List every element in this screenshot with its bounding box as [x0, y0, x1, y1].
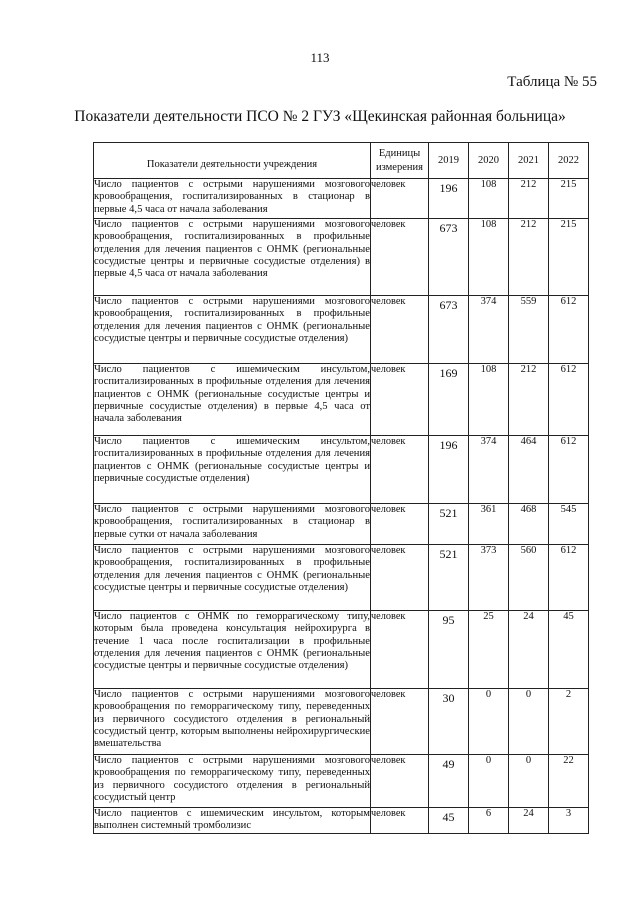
row-unit: человек	[371, 219, 429, 296]
table-label: Таблица № 55	[507, 74, 597, 90]
table-row	[94, 611, 589, 689]
value-2019: 196	[429, 179, 469, 219]
value-2019: 49	[429, 755, 469, 808]
header-year-2022: 2022	[549, 143, 589, 179]
value-2022: 3	[549, 808, 589, 834]
header-year-2019: 2019	[429, 143, 469, 179]
table-row	[94, 296, 589, 364]
value-2020: 374	[469, 296, 509, 364]
value-2022: 612	[549, 545, 589, 611]
value-2021: 559	[509, 296, 549, 364]
value-2019: 673	[429, 219, 469, 296]
row-indicator: Число пациентов с ишемическим инсультом, госпитализированных в профильные отделения для лечения пациентов с ОНМК (региональные сосудистые центры и первичные сосудистые отделения)	[94, 436, 371, 504]
value-2020: 0	[469, 689, 509, 755]
row-indicator: Число пациентов с ОНМК по геморрагическому типу, которым была проведена консультация нейрохирурга в течение 1 часа после госпитализации в профильные отделения для лечения пациентов с ОНМК (региональные сосудистые центры и первичные сосудистые отделения)	[94, 611, 371, 689]
value-2022: 22	[549, 755, 589, 808]
value-2019: 521	[429, 504, 469, 545]
table-row	[94, 436, 589, 504]
value-2022: 45	[549, 611, 589, 689]
row-indicator: Число пациентов с острыми нарушениями мозгового кровообращения, госпитализированных в профильные отделения для лечения пациентов с ОНМК (региональные сосудистые центры и первичные сосудистые отделения)	[94, 296, 371, 364]
value-2021: 468	[509, 504, 549, 545]
value-2022: 2	[549, 689, 589, 755]
value-2020: 374	[469, 436, 509, 504]
value-2020: 108	[469, 364, 509, 436]
table-row	[94, 364, 589, 436]
value-2021: 0	[509, 755, 549, 808]
table-row	[94, 545, 589, 611]
table-row	[94, 504, 589, 545]
table-header-row	[94, 143, 589, 179]
row-unit: человек	[371, 689, 429, 755]
row-indicator: Число пациентов с острыми нарушениями мозгового кровообращения по геморрагическому типу, переведенных из первичного сосудистого отделения в региональный сосудистый центр, которым выполнены нейрохирургические вмешательства	[94, 689, 371, 755]
value-2020: 108	[469, 179, 509, 219]
value-2021: 212	[509, 179, 549, 219]
table-row	[94, 755, 589, 808]
header-year-2021: 2021	[509, 143, 549, 179]
row-unit: человек	[371, 364, 429, 436]
table-body	[94, 179, 589, 834]
table-row	[94, 219, 589, 296]
row-unit: человек	[371, 545, 429, 611]
value-2022: 612	[549, 296, 589, 364]
row-unit: человек	[371, 611, 429, 689]
value-2021: 464	[509, 436, 549, 504]
value-2020: 0	[469, 755, 509, 808]
value-2021: 560	[509, 545, 549, 611]
row-indicator: Число пациентов с ишемическим инсультом, которым выполнен системный тромболизис	[94, 808, 371, 834]
row-indicator: Число пациентов с острыми нарушениями мозгового кровообращения по геморрагическому типу, переведенных из первичного сосудистого отделения в региональный сосудистый центр	[94, 755, 371, 808]
document-title: Показатели деятельности ПСО № 2 ГУЗ «Щекинская районная больница»	[74, 108, 566, 125]
value-2022: 215	[549, 219, 589, 296]
value-2019: 45	[429, 808, 469, 834]
value-2021: 0	[509, 689, 549, 755]
value-2019: 95	[429, 611, 469, 689]
value-2022: 612	[549, 436, 589, 504]
value-2019: 169	[429, 364, 469, 436]
header-year-2020: 2020	[469, 143, 509, 179]
value-2022: 612	[549, 364, 589, 436]
row-indicator: Число пациентов с острыми нарушениями мозгового кровообращения, госпитализированных в стационар в первые 4,5 часа от начала заболевания	[94, 179, 371, 219]
table-row	[94, 808, 589, 834]
value-2019: 673	[429, 296, 469, 364]
value-2019: 196	[429, 436, 469, 504]
value-2022: 215	[549, 179, 589, 219]
row-unit: человек	[371, 179, 429, 219]
row-indicator: Число пациентов с острыми нарушениями мозгового кровообращения, госпитализированных в стационар в первые сутки от начала заболевания	[94, 504, 371, 545]
value-2020: 6	[469, 808, 509, 834]
value-2020: 373	[469, 545, 509, 611]
value-2021: 24	[509, 611, 549, 689]
value-2022: 545	[549, 504, 589, 545]
value-2021: 212	[509, 364, 549, 436]
table-row	[94, 689, 589, 755]
indicators-table	[93, 142, 589, 834]
row-unit: человек	[371, 504, 429, 545]
value-2019: 521	[429, 545, 469, 611]
value-2019: 30	[429, 689, 469, 755]
header-unit: Единицы измерения	[371, 143, 429, 179]
row-unit: человек	[371, 755, 429, 808]
header-indicator: Показатели деятельности учреждения	[94, 143, 371, 179]
value-2021: 24	[509, 808, 549, 834]
value-2020: 25	[469, 611, 509, 689]
row-indicator: Число пациентов с ишемическим инсультом, госпитализированных в профильные отделения для лечения пациентов с ОНМК (региональные сосудистые центры и первичные сосудистые отделения) в первые 4,5 часа от начала заболевания	[94, 364, 371, 436]
row-indicator: Число пациентов с острыми нарушениями мозгового кровообращения, госпитализированных в профильные отделения для лечения пациентов с ОНМК (региональные сосудистые центры и первичные сосудистые отделения) в первые 4,5 часа от начала заболевания	[94, 219, 371, 296]
table-row	[94, 179, 589, 219]
row-unit: человек	[371, 808, 429, 834]
value-2021: 212	[509, 219, 549, 296]
row-unit: человек	[371, 436, 429, 504]
row-indicator: Число пациентов с острыми нарушениями мозгового кровообращения, госпитализированных в профильные отделения для лечения пациентов с ОНМК (региональные сосудистые центры и первичные сосудистые отделения)	[94, 545, 371, 611]
page-number: 113	[310, 50, 330, 65]
value-2020: 108	[469, 219, 509, 296]
value-2020: 361	[469, 504, 509, 545]
row-unit: человек	[371, 296, 429, 364]
